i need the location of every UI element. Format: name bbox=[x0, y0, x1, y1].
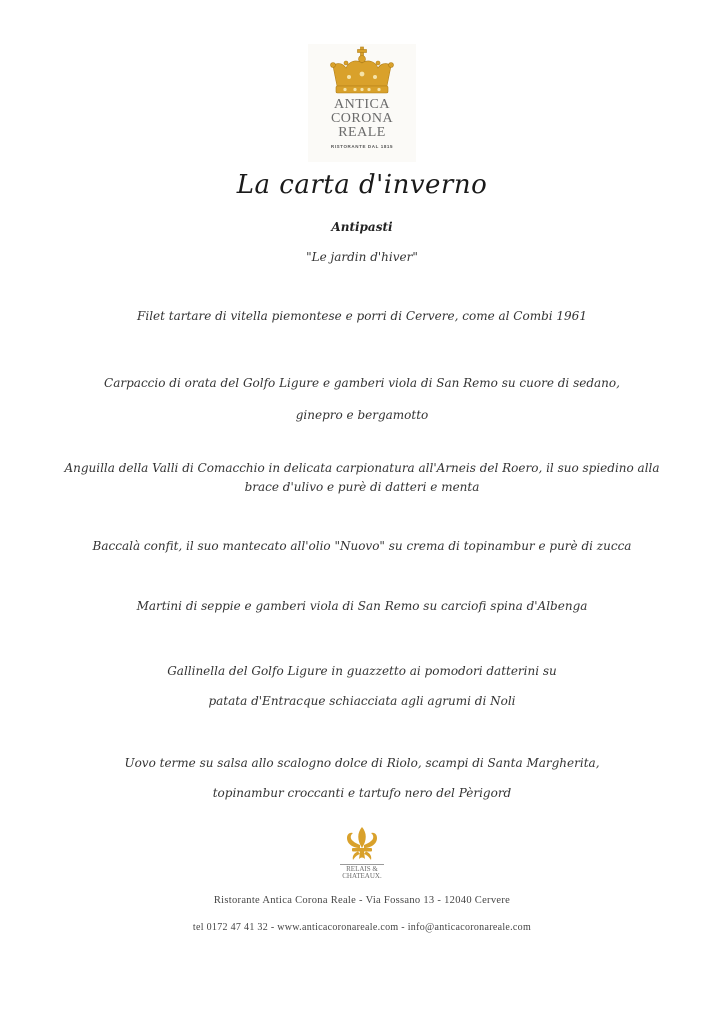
dish-line: Gallinella del Golfo Ligure in guazzetto ai pomodori datterini su bbox=[167, 664, 557, 678]
footer-address: Ristorante Antica Corona Reale - Via Fossano 13 - 12040 Cervere bbox=[213, 895, 511, 906]
dish-line: Uovo terme su salsa allo scalogno dolce di Riolo, scampi di Santa Margherita, bbox=[124, 756, 600, 770]
dish-item bbox=[60, 748, 664, 808]
brand-name-line3: REALE bbox=[338, 125, 386, 140]
dish-line: Filet tartare di vitella piemontese e porri di Cervere, come al Combi 1961 bbox=[137, 309, 587, 323]
dish-line: Martini di seppie e gamberi viola di San Remo su carciofi spina d'Albenga bbox=[136, 599, 588, 613]
menu-title: La carta d'inverno bbox=[236, 170, 488, 200]
brand-name-line2: CORONA bbox=[330, 111, 394, 126]
section-heading: Antipasti bbox=[331, 220, 393, 234]
dish-item bbox=[60, 367, 664, 431]
crown-icon bbox=[327, 46, 397, 98]
dish-item bbox=[60, 656, 664, 716]
dish-line: Carpaccio di orata del Golfo Ligure e gamberi viola di San Remo su cuore di sedano, bbox=[104, 376, 620, 390]
dish-line: patata d'Entracque schiacciata agli agrumi di Noli bbox=[208, 694, 516, 708]
fleur-de-lis-icon bbox=[341, 826, 383, 862]
dish-item bbox=[60, 249, 664, 266]
dish-item bbox=[60, 459, 664, 497]
relais-chateaux-logo bbox=[334, 826, 390, 880]
dish-line: "Le jardin d'hiver" bbox=[306, 250, 418, 264]
dish-item bbox=[60, 598, 664, 615]
relais-text-line2: CHATEAUX. bbox=[342, 872, 382, 880]
dish-line: Anguilla della Valli di Comacchio in delicata carpionatura all'Arneis del Roero, il suo spiedino alla bbox=[64, 461, 660, 475]
brand-name-line1: ANTICA bbox=[334, 97, 390, 112]
dish-item bbox=[60, 538, 664, 555]
relais-text-line1: RELAIS & bbox=[346, 865, 378, 873]
restaurant-logo bbox=[308, 44, 416, 162]
brand-subtitle: RISTORANTE DAL 1815 bbox=[330, 144, 394, 149]
footer-contacts: tel 0172 47 41 32 - www.anticacoronareale.com - info@anticacoronareale.com bbox=[192, 922, 532, 933]
dish-line: ginepro e bergamotto bbox=[295, 408, 429, 422]
dish-item bbox=[60, 308, 664, 325]
dish-line: brace d'ulivo e purè di datteri e menta bbox=[244, 480, 480, 494]
dish-line: topinambur croccanti e tartufo nero del Pèrigord bbox=[212, 786, 512, 800]
dish-line: Baccalà confit, il suo mantecato all'olio "Nuovo" su crema di topinambur e purè di zucca bbox=[92, 539, 632, 553]
